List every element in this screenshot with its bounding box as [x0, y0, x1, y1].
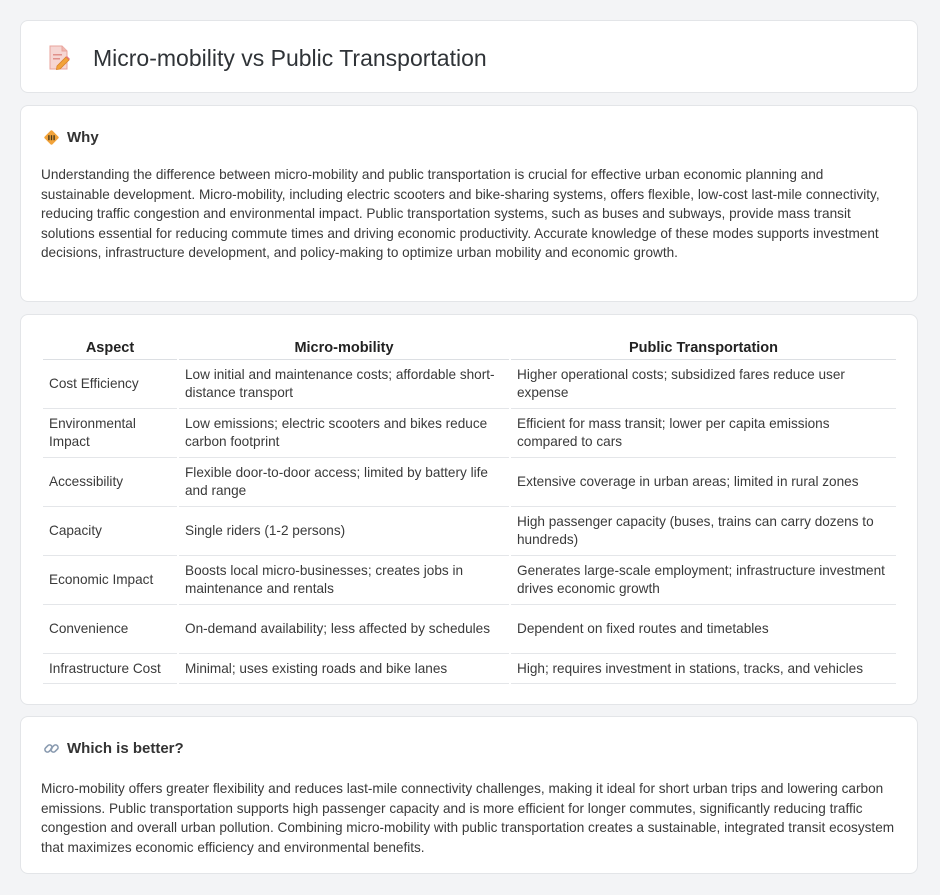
comparison-section [20, 314, 918, 705]
title-card [20, 20, 918, 93]
row-public-transportation: Dependent on fixed routes and timetables [511, 605, 896, 654]
warning-sign-icon [43, 129, 60, 146]
row-public-transportation: Higher operational costs; subsidized fares reduce user expense [511, 360, 896, 409]
row-micro-mobility: Low initial and maintenance costs; affordable short-distance transport [179, 360, 509, 409]
row-micro-mobility: Boosts local micro-businesses; creates jobs in maintenance and rentals [179, 556, 509, 605]
why-heading-row [43, 127, 99, 147]
table-row [43, 556, 896, 605]
why-heading: Why [67, 128, 99, 146]
header-aspect: Aspect [43, 335, 177, 360]
table-row [43, 360, 896, 409]
row-micro-mobility: Single riders (1-2 persons) [179, 507, 509, 556]
header-public-transportation: Public Transportation [511, 335, 896, 360]
row-micro-mobility: Minimal; uses existing roads and bike lanes [179, 654, 509, 684]
table-row [43, 458, 896, 507]
better-heading: Which is better? [67, 739, 184, 757]
row-public-transportation: High passenger capacity (buses, trains can carry dozens to hundreds) [511, 507, 896, 556]
table-row [43, 409, 896, 458]
row-aspect: Environmental Impact [43, 409, 177, 458]
table-header-row [43, 335, 896, 360]
table-row [43, 654, 896, 684]
row-aspect: Economic Impact [43, 556, 177, 605]
link-icon [43, 740, 60, 757]
row-public-transportation: Efficient for mass transit; lower per capita emissions compared to cars [511, 409, 896, 458]
better-heading-row [43, 738, 184, 758]
row-micro-mobility: Low emissions; electric scooters and bikes reduce carbon footprint [179, 409, 509, 458]
table-row [43, 605, 896, 654]
document-pen-icon [47, 45, 71, 71]
header-micro-mobility: Micro-mobility [179, 335, 509, 360]
why-section [20, 105, 918, 302]
comparison-table [41, 335, 898, 684]
page-title: Micro-mobility vs Public Transportation [93, 44, 487, 71]
row-micro-mobility: On-demand availability; less affected by schedules [179, 605, 509, 654]
row-aspect: Convenience [43, 605, 177, 654]
row-public-transportation: Generates large-scale employment; infrastructure investment drives economic growth [511, 556, 896, 605]
better-text: Micro-mobility offers greater flexibility and reduces last-mile connectivity challenges, making it ideal for short urban trips and lowering carbon emissions. Public transportation supports high passenger capacity and is more efficient for longer commutes, significantly reducing traffic congestion and overall urban pollution. Combining micro-mobility with public transportation creates a sustainable, integrated transit ecosystem that maximizes economic efficiency and environmental benefits. [41, 781, 895, 855]
row-public-transportation: High; requires investment in stations, tracks, and vehicles [511, 654, 896, 684]
row-aspect: Capacity [43, 507, 177, 556]
page-header [47, 43, 487, 73]
why-text: Understanding the difference between micro-mobility and public transportation is crucial for effective urban economic planning and sustainable development. Micro-mobility, including electric scooters and bike-sharing systems, offers flexible, low-cost last-mile connectivity, reducing traffic congestion and environmental impact. Public transportation systems, such as buses and subways, provide mass transit solutions essential for reducing commute times and driving economic productivity. Accurate knowledge of these modes supports investment decisions, infrastructure development, and policy-making to optimize urban mobility and economic growth. [41, 167, 880, 261]
row-micro-mobility: Flexible door-to-door access; limited by battery life and range [179, 458, 509, 507]
row-aspect: Cost Efficiency [43, 360, 177, 409]
table-row [43, 507, 896, 556]
which-is-better-section [20, 716, 918, 874]
row-aspect: Infrastructure Cost [43, 654, 177, 684]
row-public-transportation: Extensive coverage in urban areas; limited in rural zones [511, 458, 896, 507]
row-aspect: Accessibility [43, 458, 177, 507]
